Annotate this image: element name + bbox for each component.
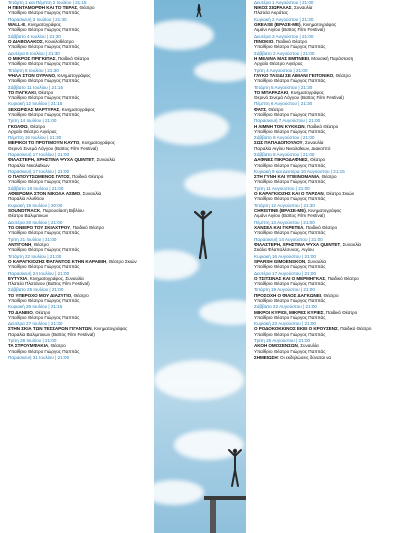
event-date: Κυριακή 12 Ιουλίου | 21:15 bbox=[8, 101, 63, 107]
event-venue: Αρχαίο Θέατρο Αιγείρας bbox=[8, 128, 57, 134]
event-title: Ο ΠΑΠΟΥΤΣΩΜΕΝΟΣ ΓΑΤΟΣ bbox=[8, 174, 70, 180]
event-entry bbox=[8, 338, 152, 354]
event-title: Η ΜΕΛΙΝΑ ΜΑΣ ΕΜΠΝΕΕΙ bbox=[254, 55, 309, 61]
event-entry bbox=[8, 0, 152, 16]
event-date: Κυριακή 2 Αυγούστου | 21:30 bbox=[254, 16, 314, 22]
event-entry bbox=[8, 203, 152, 219]
event-title: ΨΗΛΑ ΣΤΟΝ ΟΥΡΑΝΟ bbox=[8, 72, 55, 78]
event-type: , Θέατρο bbox=[32, 309, 51, 315]
event-title: ΦΑΤΣ bbox=[254, 106, 266, 112]
event-title: ΧΑΝΣΕΛ ΚΑΙ ΓΚΡΕΤΕΛ bbox=[254, 224, 304, 230]
event-venue: Υπαίθριο Θέατρο Γιώργος Παππάς bbox=[8, 94, 80, 100]
event-entry bbox=[8, 135, 152, 151]
event-date: Παρασκευή 3 Ιουλίου | 21:30 bbox=[8, 16, 67, 22]
event-date: Σάββατο 8 Αυγούστου | 21:00 bbox=[254, 135, 315, 141]
event-type: , Θέατρο bbox=[333, 72, 351, 78]
event-venue: Υπαίθριο Θέατρο Γιώργος Παππάς bbox=[8, 247, 80, 253]
event-type: , Θέατρο bbox=[321, 292, 339, 298]
event-date: Τρίτη 14 Ιουλίου | 21:00 bbox=[8, 118, 57, 124]
event-type: , Συναυλία bbox=[80, 191, 102, 197]
event-entry bbox=[254, 254, 398, 270]
event-venue: Υπαίθριο Θέατρο Γιώργος Παππάς bbox=[254, 230, 326, 236]
event-venue: Παραλία Αιγίου Νικολαΐκων, Διακοπτό bbox=[254, 145, 331, 151]
event-title: Ο ΚΑΡΑΓΚΙΟΖΗΣ ΦΑΓΑΝΤΟΣ ΚΤΗΝ ΚΑΡΑΙΜΗ bbox=[8, 258, 107, 264]
event-type: , Κινηματογράφος bbox=[54, 72, 91, 78]
event-venue: Υπαίθριο Θέατρο Γιώργος Παππάς bbox=[254, 179, 326, 185]
diving-board-post bbox=[210, 500, 216, 533]
cloud bbox=[154, 20, 214, 50]
event-title: Η ΛΙΜΝΗ ΤΟΝ ΚΥΚΚΩΝ bbox=[254, 123, 305, 129]
event-date: Τετάρτη 22 Ιουλίου | 21:00 bbox=[8, 253, 62, 259]
event-date: Δευτέρα 27 Ιουλίου | 21:30 bbox=[8, 321, 63, 327]
event-entry bbox=[254, 220, 398, 236]
event-title: Ο ΚΑΡΑΓΚΙΟΖΗΣ ΚΑΙ Ο ΤΑΡΖΑΝ bbox=[254, 191, 324, 197]
cloud bbox=[199, 300, 246, 325]
event-type: , Θέατρο Σκιών bbox=[323, 191, 355, 197]
event-date: Τρίτη 28 Ιουλίου | 21:00 bbox=[8, 338, 57, 344]
event-title: ΣΤΗΝ ΣΚΙΑ ΤΩΝ ΤΕΣΣΑΡΩΝ ΓΙΓΑΝΤΩΝ bbox=[8, 326, 92, 332]
event-type: , Κινηματογράφος bbox=[79, 140, 115, 146]
event-date: Τετάρτη 1 και Πέμπτη 2 Ιουλίου | 21:15 bbox=[8, 0, 87, 5]
event-venue: Υπαίθριο Θέατρο Γιώργος Παππάς bbox=[254, 348, 326, 354]
event-venue: Θέατρο Βαλιμιτικων bbox=[8, 213, 49, 219]
event-entry bbox=[8, 355, 152, 360]
event-venue: Υπαίθριο Θέατρο Γιώργος Παππάς bbox=[254, 128, 326, 134]
cloud bbox=[154, 480, 204, 505]
event-type: , Παιδικό Θέατρο bbox=[337, 326, 372, 332]
event-title: ΣΤΗ ΓΥΝΗ ΚΑΙ ΥΓΙΕΙΝΟΜΑΝΙΑ bbox=[254, 174, 320, 180]
event-entry bbox=[8, 118, 152, 134]
event-title: ΤΟ ΥΠΕΡΟΧΟ ΜΟΥ ΔΙΑΖΥΓΙΟ bbox=[8, 292, 72, 298]
event-title: Ο ΤΣΙΤΣΙΝΑΣ ΚΑΙ Ο ΜΕΡΜΗΓΚΑΣ bbox=[254, 275, 326, 281]
event-type: , Συναυλία bbox=[297, 343, 319, 349]
event-entry bbox=[254, 118, 398, 134]
diver-figure-bottom bbox=[226, 448, 244, 488]
event-title: ΤΟ ΔΑΝΕΙΟ bbox=[8, 309, 33, 315]
event-entry bbox=[8, 152, 152, 168]
event-type: , Παιδικό Θέατρο bbox=[70, 224, 104, 230]
event-type: , Κινηματογράφος bbox=[91, 326, 128, 332]
event-entry bbox=[254, 304, 398, 320]
event-date: Σάββατο 18 Ιουλίου | 21:00 bbox=[8, 185, 64, 191]
event-title: ΤΟ ΠΑΓΚΑΚΙ bbox=[8, 89, 36, 95]
event-title: ΝΙΚΟΣ ΣΙΩΡΑΛΑΣ bbox=[254, 5, 292, 11]
event-type: , Θέατρο bbox=[35, 89, 54, 95]
event-venue: Υπαίθριο Θέατρο Γιώργος Παππάς bbox=[8, 78, 80, 84]
event-venue: Παραλία Νικολαΐκων bbox=[8, 162, 50, 168]
event-date: Παρασκευή 31 Ιουλίου | 21:00 bbox=[8, 355, 70, 361]
cloud bbox=[154, 110, 229, 145]
event-title: ΔΑΦΝΕΣ ΠΙΚΡΟΔΑΦΝΕΣ bbox=[254, 157, 308, 163]
diver-figure-top bbox=[192, 4, 206, 18]
event-entry bbox=[8, 101, 152, 117]
event-title-line bbox=[254, 355, 398, 360]
event-entry bbox=[254, 287, 398, 303]
event-type: , Κινηματογράφος bbox=[59, 106, 95, 112]
event-venue: Υπαίθριο Θέατρο Γιώργος Παππάς bbox=[8, 297, 80, 303]
event-venue: Υπαίθριο Θέατρο Γιώργος Παππάς bbox=[8, 111, 80, 117]
event-type: , Θέατρο bbox=[77, 5, 95, 11]
cloud bbox=[184, 170, 246, 198]
event-type: , Συναυλία bbox=[305, 258, 326, 264]
event-venue: Υπαίθριο Θέατρο Γιώργος Παππάς bbox=[254, 44, 326, 50]
event-venue: Πλατεία Ακράτας bbox=[254, 10, 289, 16]
event-entry bbox=[254, 17, 398, 33]
event-date: Σάββατο 25 Ιουλίου | 21:00 bbox=[8, 287, 64, 293]
event-date: Τετάρτη 8 Ιουλίου | 21:30 bbox=[8, 67, 59, 73]
event-date: Τετάρτη 12 Αυγούστου | 21:30 bbox=[254, 202, 315, 208]
event-date: Σάββατο 11 Ιουλίου | 21:15 bbox=[8, 84, 64, 90]
event-title: Ο ΔΙΑΒΟΛΑΚΟΣ bbox=[8, 39, 43, 45]
event-title: ΜΕΡΙΚΟΙ ΤΟ ΠΡΟΤΙΜΟΥΝ ΚΑΥΤΟ bbox=[8, 140, 80, 146]
event-type: , Θέατρο bbox=[27, 123, 45, 129]
event-entry bbox=[254, 34, 398, 50]
event-venue: Υπαίθριο Θέατρο Γιώργος Παππάς bbox=[254, 314, 326, 320]
event-entry bbox=[254, 85, 398, 101]
event-type: , Συναυλία bbox=[94, 157, 116, 163]
event-entry bbox=[254, 169, 398, 185]
event-venue: Θερινό Σινεμά Λόγγου (Βαϊτος Film Festival) bbox=[254, 94, 344, 100]
event-type: , Παιδικό Θέατρο bbox=[303, 224, 337, 230]
event-type: , Κινηματογράφος bbox=[300, 22, 337, 28]
event-venue: Υπαίθριο Θέατρο Γιώργος Παππάς bbox=[254, 331, 326, 337]
event-entry bbox=[254, 68, 398, 84]
event-date: Δευτέρα 20 Ιουλίου | 21:00 bbox=[8, 219, 63, 225]
event-title: ΤΟ ΟΝΕΙΡΟ ΤΟΥ ΣΚΙΑΧΤΡΟΥ bbox=[8, 224, 71, 230]
event-type: , Παιδικό Θέατρο bbox=[273, 39, 307, 45]
event-type: , Κουκλοθέατρο bbox=[42, 39, 74, 45]
event-date: Πέμπτη 6 Αυγούστου | 21:30 bbox=[254, 101, 313, 107]
event-entry bbox=[8, 321, 152, 337]
event-type: , Κινηματογράφος bbox=[288, 89, 324, 95]
event-entry bbox=[8, 186, 152, 202]
event-type: , Παιδικό Θέατρο bbox=[323, 309, 358, 315]
event-title: CHRISTINE (ΒΡΑΣΕ-ΜΕ) bbox=[254, 208, 306, 214]
event-date: Πέμπτη 13 Αυγούστου | 21:00 bbox=[254, 219, 315, 225]
event-date: Σάββατο 2 Αυγούστου | 21:00 bbox=[254, 50, 315, 56]
event-date: Τετάρτη 19 Αυγούστου | 21:00 bbox=[254, 287, 315, 293]
event-date: Τρίτη 21 Ιουλίου | 21:00 bbox=[8, 236, 57, 242]
event-title: ΞΕΧΩΡΙΣΑΣ ΜΑΡΤΥΡΑΣ bbox=[8, 106, 60, 112]
event-venue: Υπαίθριο Θέατρο Γιώργος Παππάς bbox=[8, 44, 80, 50]
event-date: Παρασκευή 24 Ιουλίου | 21:00 bbox=[8, 270, 70, 276]
event-title: ΦΙΛΑΣΤΕΡΗ, ΧΡΗΣΤΙΝΑ ΨΥΧΑ QUINTET bbox=[254, 241, 341, 247]
event-type: , Κινηματογράφος bbox=[25, 22, 61, 28]
event-type: : Οι εκδηλώσεις δύναται να bbox=[277, 355, 332, 361]
event-title: ΑΦΙΕΡΩΜΑ ΣΤΟΝ ΝΙΚΟΛΑ ΑΣΙΜΟ bbox=[8, 191, 81, 197]
event-entry bbox=[254, 186, 398, 202]
event-date: Κυριακή 9 και Δευτέρα 10 Αυγούστου | 21:15 bbox=[254, 169, 345, 175]
event-venue: Αρχαίο Θέατρο Αιγείρας bbox=[254, 61, 303, 67]
event-venue: Παραλία Βαλιμιτικων (Βαϊτος Film Festival) bbox=[8, 331, 95, 337]
event-type: , Παιδικό Θέατρο bbox=[325, 275, 359, 281]
event-entry bbox=[8, 34, 152, 50]
event-entry bbox=[254, 338, 398, 354]
event-type: , Παρουσίαση Βιβλίου bbox=[40, 208, 84, 214]
event-entry bbox=[254, 271, 398, 287]
event-title: ΜΙΚΡΟΙ ΚΥΡΙΟΙ, ΜΙΚΡΕΣ ΚΥΡΙΕΣ bbox=[254, 309, 324, 315]
event-venue: Πλατεία Πλατάνου (Βαϊτος Film Festival) bbox=[8, 280, 90, 286]
event-type: , Παιδικό Θέατρο bbox=[304, 123, 339, 129]
event-venue: Υπαίθριο Θέατρο Γιώργος Παππάς bbox=[8, 179, 80, 185]
event-venue: Υπαίθριο Θέατρο Γιώργος Παππάς bbox=[8, 61, 80, 67]
event-entry bbox=[254, 203, 398, 219]
event-venue: Υπαίθριο Θέατρο Γιώργος Παππάς bbox=[254, 111, 326, 117]
event-title: ΓΛΥΚΟ ΤΑΞΙΔΙ ΣΕ ΛΙΜΑΝΙ ΓΕΙΤΟΝΙΚΟ bbox=[254, 72, 334, 78]
event-date: Τρίτη 11 Αυγούστου | 21:00 bbox=[254, 185, 310, 191]
event-type: , Θέατρο bbox=[319, 174, 337, 180]
event-date: Δευτέρα 17 Αυγούστου | 21:00 bbox=[254, 270, 317, 276]
event-venue: Υπαίθριο Θέατρο Γιώργος Παππάς bbox=[254, 297, 326, 303]
event-type: , Συναυλία bbox=[340, 241, 362, 247]
event-date: Κυριακή 26 Ιουλίου | 21:15 bbox=[8, 304, 63, 310]
event-venue: Θερινό Σινεμά Λόγγου (Βαϊτος Film Festival) bbox=[8, 145, 98, 151]
cloud bbox=[154, 360, 244, 400]
event-entry bbox=[254, 152, 398, 168]
event-date: Δευτέρα 6 Ιουλίου | 21:30 bbox=[8, 50, 60, 56]
event-type: , Θέατρο bbox=[265, 106, 284, 112]
event-venue: Υπαίθριο Θέατρο Γιώργος Παππάς bbox=[8, 27, 80, 33]
event-entry bbox=[254, 0, 398, 16]
event-title: ΦΙΛΑΣΤΕΡΗ, ΧΡΗΣΤΙΝΑ ΨΥΧΑ QUINTET bbox=[8, 157, 95, 163]
event-entry bbox=[8, 17, 152, 33]
event-date: Παρασκευή 17 Ιουλίου | 21:00 bbox=[8, 169, 70, 175]
event-date: Σάββατο 22 Αυγούστου | 21:00 bbox=[254, 304, 317, 310]
event-entry bbox=[8, 237, 152, 253]
event-title: ΑΚΟΗ ΟΜΟΣΕΝΣΩΝ bbox=[254, 343, 298, 349]
event-entry bbox=[8, 287, 152, 303]
event-entry bbox=[8, 51, 152, 67]
event-type: , Συναυλία bbox=[291, 5, 313, 11]
event-entry bbox=[8, 220, 152, 236]
event-venue: Παραλία Αλυθόου bbox=[8, 196, 45, 202]
event-title: ΕΥΤΥΧΙΑ bbox=[8, 275, 28, 281]
event-entry bbox=[254, 135, 398, 151]
event-date: Σάββατο 8 Αυγούστου | 21:00 bbox=[254, 152, 315, 158]
event-title: Ο ΜΙΚΡΟΣ ΠΡΙΓΚΙΠΑΣ bbox=[8, 55, 56, 61]
event-title: ΤΟ ΜΠΑΡΑΖΑΚΙ bbox=[254, 89, 289, 95]
event-entry bbox=[254, 101, 398, 117]
cloud bbox=[194, 60, 246, 82]
event-entry bbox=[8, 68, 152, 84]
event-date: Παρασκευή 7 Αυγούστου | 21:00 bbox=[254, 118, 321, 124]
sky-photo-strip bbox=[154, 0, 246, 533]
event-venue: Υπαίθριο Θέατρο Γιώργος Παππάς bbox=[8, 348, 80, 354]
event-venue: Υπαίθριο Θέατρο Γιώργος Παππάς bbox=[8, 10, 80, 16]
event-venue: Λιμάνι Αιγίου (Βαϊτος Film Festival) bbox=[254, 213, 325, 219]
event-date: Δευτέρα 1 Αυγούστου | 21:00 bbox=[254, 0, 314, 5]
event-venue: Υπαίθριο Θέατρο Γιώργος Παππάς bbox=[254, 280, 326, 286]
event-venue: Υπαίθριο Θέατρο Γιώργος Παππάς bbox=[8, 314, 80, 320]
event-type: , Κινηματογράφος bbox=[305, 208, 342, 214]
event-title: ΠΙΝΟΚΙΟ bbox=[254, 39, 274, 45]
event-date: Σάββατο 4 Ιουλίου | 21:30 bbox=[8, 33, 61, 39]
event-date: Παρασκευή 17 Ιουλίου | 21:00 bbox=[8, 152, 70, 158]
event-entry bbox=[8, 85, 152, 101]
event-title: SPARSH GIMOENSKON bbox=[254, 258, 306, 264]
event-type: , Θέατρο bbox=[71, 292, 89, 298]
event-entry bbox=[254, 237, 398, 253]
event-type: , Κινηματογράφος, Συναυλία bbox=[27, 275, 84, 281]
event-venue: Υπαίθριο Θέατρο Γιώργος Παππάς bbox=[254, 78, 326, 84]
diver-figure-middle bbox=[192, 210, 214, 260]
event-date: Τρίτη 4 Αυγούστου | 21:00 bbox=[254, 67, 308, 73]
event-type: , Παιδικό Θέατρο bbox=[55, 55, 90, 61]
event-title: ΣΩΣ ΠΑΠΑΔΟΠΟΥΛΟΥ bbox=[254, 140, 303, 146]
event-venue: Λιμάνι Αιγίου (Βαϊτος Film Festival) bbox=[254, 27, 325, 33]
event-entry bbox=[8, 304, 152, 320]
event-entry bbox=[8, 271, 152, 287]
event-type: , Παιδικό Θέατρο bbox=[69, 174, 104, 180]
schedule-column-left bbox=[8, 0, 152, 533]
event-date: Τρίτη 25 Αυγούστου | 21:00 bbox=[254, 338, 311, 344]
event-type: , Θέατρο bbox=[48, 343, 66, 349]
event-entry bbox=[8, 254, 152, 270]
event-date: Κυριακή 16 Αυγούστου | 21:00 bbox=[254, 253, 316, 259]
event-title: ΣΗΜΕΙΩΣΗ bbox=[254, 355, 278, 361]
event-title: Η ΠΕΝΤΑΜΟΡΦΗ ΚΑΙ ΤΟ ΤΕΡΑΣ bbox=[8, 5, 78, 11]
event-title: GREASE (ΒΡΑΣΕ-ΜΕ) bbox=[254, 22, 301, 28]
event-entry bbox=[8, 169, 152, 185]
event-date: Δευτέρα 3 Αυγούστου | 21:00 bbox=[254, 33, 314, 39]
event-entry bbox=[254, 355, 398, 360]
event-venue: Υπαίθριο Θέατρο Γιώργος Παππάς bbox=[8, 264, 80, 269]
event-type: , Θέατρο bbox=[307, 157, 326, 163]
event-type: , Μουσική Παράσταση bbox=[308, 55, 354, 61]
event-type: , Συναυλία bbox=[302, 140, 324, 146]
event-title: ΑΝΤΙΓΟΝΗ bbox=[8, 241, 32, 247]
event-venue: Υπαίθριο Θέατρο Γιώργος Παππάς bbox=[254, 162, 326, 168]
event-title: Ο ΡΟΔΟΚΟΚΚΙΝΟΣ ΕΚΕΙ Ο ΚΡΟΥΣΕΝΣ bbox=[254, 326, 338, 332]
event-venue: Σκάλα Φλαπαλέσυνας, Αιγίου bbox=[254, 247, 314, 253]
event-entry bbox=[254, 321, 398, 337]
event-title: SOUNDTRACK bbox=[8, 208, 41, 214]
event-title: ΤΑ ΣΤΡΟΥΜΦΑΚΙΑ bbox=[8, 343, 49, 349]
event-date: Παρασκευή 14 Αυγούστου | 21:00 bbox=[254, 236, 323, 242]
event-date: Κυριακή 23 Αυγούστου | 21:00 bbox=[254, 321, 316, 327]
event-entry bbox=[254, 51, 398, 67]
event-venue: Υπαίθριο Θέατρο Γιώργος Παππάς bbox=[254, 196, 326, 202]
event-venue: Υπαίθριο Θέατρο Γιώργος Παππάς bbox=[254, 264, 326, 269]
event-date: Πέμπτη 16 Ιουλίου | 21:30 bbox=[8, 135, 62, 141]
event-type: , Θέατρο Σκιών bbox=[106, 258, 137, 264]
schedule-column-right bbox=[254, 0, 398, 533]
event-type: , Θέατρο bbox=[31, 241, 49, 247]
event-title: ΠΡΟΣΟΧΗ Ο ΦΙΛΟΣ ΔΑΓΚΩΝΕΙ bbox=[254, 292, 322, 298]
event-title: WALL-E bbox=[8, 22, 26, 28]
event-date: Κυριακή 19 Ιουλίου | 20:00 bbox=[8, 202, 63, 208]
event-venue: Υπαίθριο Θέατρο Γιώργος Παππάς bbox=[8, 230, 80, 236]
event-date: Τετάρτη 5 Αυγούστου | 21:30 bbox=[254, 84, 313, 90]
event-title: ΓΚΟΛΦΩ bbox=[8, 123, 28, 129]
